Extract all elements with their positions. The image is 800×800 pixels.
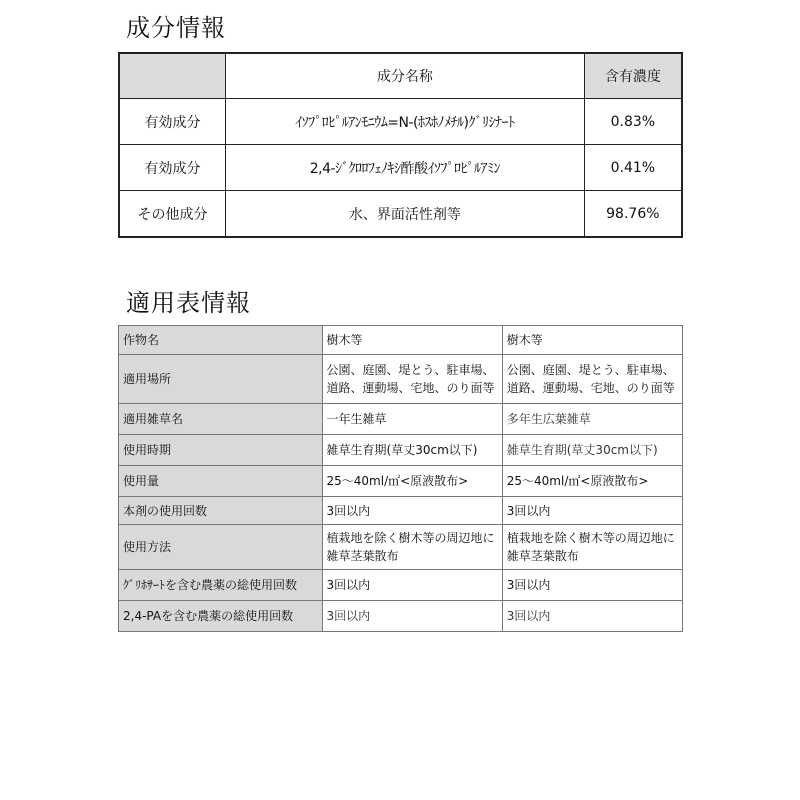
row-value: 3回以内 [502, 497, 682, 525]
row-value: 3回以内 [322, 601, 502, 632]
row-value: 3回以内 [322, 570, 502, 601]
row-label: ｸﾞﾘﾎｻｰﾄを含む農薬の総使用回数 [119, 570, 323, 601]
row-value: 樹木等 [322, 326, 502, 355]
row-value: 樹木等 [502, 326, 682, 355]
row-value: 一年生雑草 [322, 404, 502, 435]
row-value: 植栽地を除く樹木等の周辺地に雑草茎葉散布 [322, 525, 502, 570]
ingredients-header-row [119, 53, 682, 99]
application-table [118, 325, 683, 632]
application-row [119, 435, 683, 466]
application-row [119, 326, 683, 355]
ingredients-title: 成分情報 [126, 14, 226, 42]
application-title: 適用表情報 [126, 289, 251, 317]
ingredient-row [119, 99, 682, 145]
application-row [119, 466, 683, 497]
row-value: 雑草生育期(草丈30cm以下) [322, 435, 502, 466]
row-label: 適用場所 [119, 355, 323, 404]
row-value: 公園、庭園、堤とう、駐車場、道路、運動場、宅地、のり面等 [322, 355, 502, 404]
row-label: 適用雑草名 [119, 404, 323, 435]
row-label: 2,4-PAを含む農薬の総使用回数 [119, 601, 323, 632]
row-value: 3回以内 [502, 570, 682, 601]
application-row [119, 601, 683, 632]
ingredient-type: その他成分 [119, 191, 226, 238]
row-value: 植栽地を除く樹木等の周辺地に雑草茎葉散布 [502, 525, 682, 570]
row-value: 25～40ml/㎡<原液散布> [502, 466, 682, 497]
ingredient-concentration: 98.76% [584, 191, 682, 238]
ingredient-row [119, 191, 682, 238]
ingredients-table [118, 52, 683, 238]
application-row [119, 570, 683, 601]
row-value: 3回以内 [322, 497, 502, 525]
row-label: 本剤の使用回数 [119, 497, 323, 525]
application-row [119, 525, 683, 570]
row-value: 公園、庭園、堤とう、駐車場、道路、運動場、宅地、のり面等 [502, 355, 682, 404]
row-label: 使用方法 [119, 525, 323, 570]
ingredient-name: 2,4-ｼﾞｸﾛﾛﾌｪﾉｷｼ酢酸ｲｿﾌﾟﾛﾋﾟﾙｱﾐﾝ [226, 145, 585, 191]
header-ingredient-name: 成分名称 [226, 53, 585, 99]
application-row [119, 497, 683, 525]
row-label: 使用量 [119, 466, 323, 497]
row-label: 使用時期 [119, 435, 323, 466]
application-row [119, 355, 683, 404]
ingredient-row [119, 145, 682, 191]
header-blank [119, 53, 226, 99]
ingredient-name: 水、界面活性剤等 [226, 191, 585, 238]
row-value: 3回以内 [502, 601, 682, 632]
row-value: 雑草生育期(草丈30cm以下) [502, 435, 682, 466]
header-concentration: 含有濃度 [584, 53, 682, 99]
ingredient-type: 有効成分 [119, 99, 226, 145]
ingredient-type: 有効成分 [119, 145, 226, 191]
row-value: 多年生広葉雑草 [502, 404, 682, 435]
ingredient-name: ｲｿﾌﾟﾛﾋﾟﾙｱﾝﾓﾆｳﾑ=N-(ﾎｽﾎﾉﾒﾁﾙ)ｸﾞﾘｼﾅｰﾄ [226, 99, 585, 145]
ingredient-concentration: 0.83% [584, 99, 682, 145]
row-label: 作物名 [119, 326, 323, 355]
row-value: 25～40ml/㎡<原液散布> [322, 466, 502, 497]
ingredient-concentration: 0.41% [584, 145, 682, 191]
application-row [119, 404, 683, 435]
